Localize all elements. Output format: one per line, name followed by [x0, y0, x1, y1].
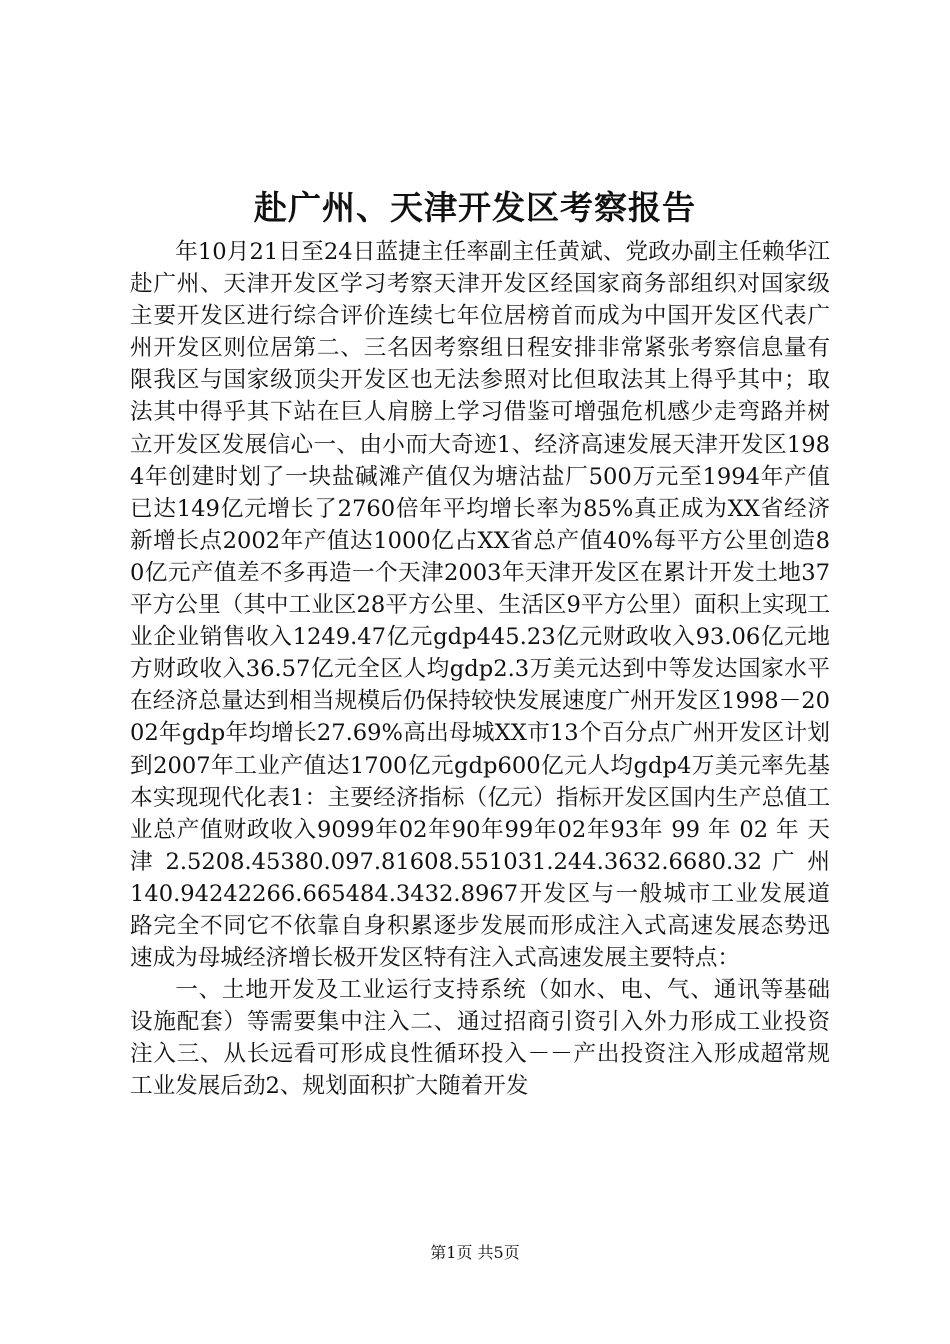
- document-title: 赴广州、天津开发区考察报告: [254, 188, 696, 227]
- document-body: [130, 236, 830, 1103]
- paragraph-2: 一、土地开发及工业运行支持系统（如水、电、气、通讯等基础设施配套）等需要集中注入二、通过招商引资引入外力形成工业投资注入三、从长远看可形成良性循环投入－－产出投资注入形成超常规工业发展后劲2、规划面积扩大随着开发: [130, 977, 830, 1100]
- paragraph-1: 年10月21日至24日蓝捷主任率副主任黄斌、党政办副主任赖华江赴广州、天津开发区学习考察天津开发区经国家商务部组织对国家级主要开发区进行综合评价连续七年位居榜首而成为中国开发区代表广州开发区则位居第二、三名因考察组日程安排非常紧张考察信息量有限我区与国家级顶尖开发区也无法参照对比但取法其上得乎其中；取法其中得乎其下站在巨人肩膀上学习借鉴可增强危机感少走弯路并树立开发区发展信心一、由小而大奇迹1、经济高速发展天津开发区1984年创建时划了一块盐碱滩产值仅为塘沽盐厂500万元至1994年产值已达149亿元增长了2760倍年平均增长率为85%真正成为XX省经济新增长点2002年产值达1000亿占XX省总产值40%每平方公里创造80亿元产值差不多再造一个天津2003年天津开发区在累计开发土地37平方公里（其中工业区28平方公里、生活区9平方公里）面积上实现工业企业销售收入1249.47亿元gdp445.23亿元财政收入93.06亿元地方财政收入36.57亿元全区人均gdp2.3万美元达到中等发达国家水平在经济总量达到相当规模后仍保持较快发展速度广州开发区1998－2002年gdp年均增长27.69%高出母城XX市13个百分点广州开发区计划到2007年工业产值达1700亿元gdp600亿元人均gdp4万美元率先基本实现现代化表1：主要经济指标（亿元）指标开发区国内生产总值工业总产值财政收入9099年02年90年99年02年93年 99 年 02 年 天 津 2.5208.45380.097.81608.551031.244.3632.6680.32 广 州 140.94242266.665484.3432.8967开发区与一般城市工业发展道路完全不同它不依靠自身积累逐步发展而形成注入式高速发展态势迅速成为母城经济增长极开发区特有注入式高速发展主要特点：: [130, 239, 830, 972]
- page-number-footer: 第1页 共5页: [430, 1243, 520, 1262]
